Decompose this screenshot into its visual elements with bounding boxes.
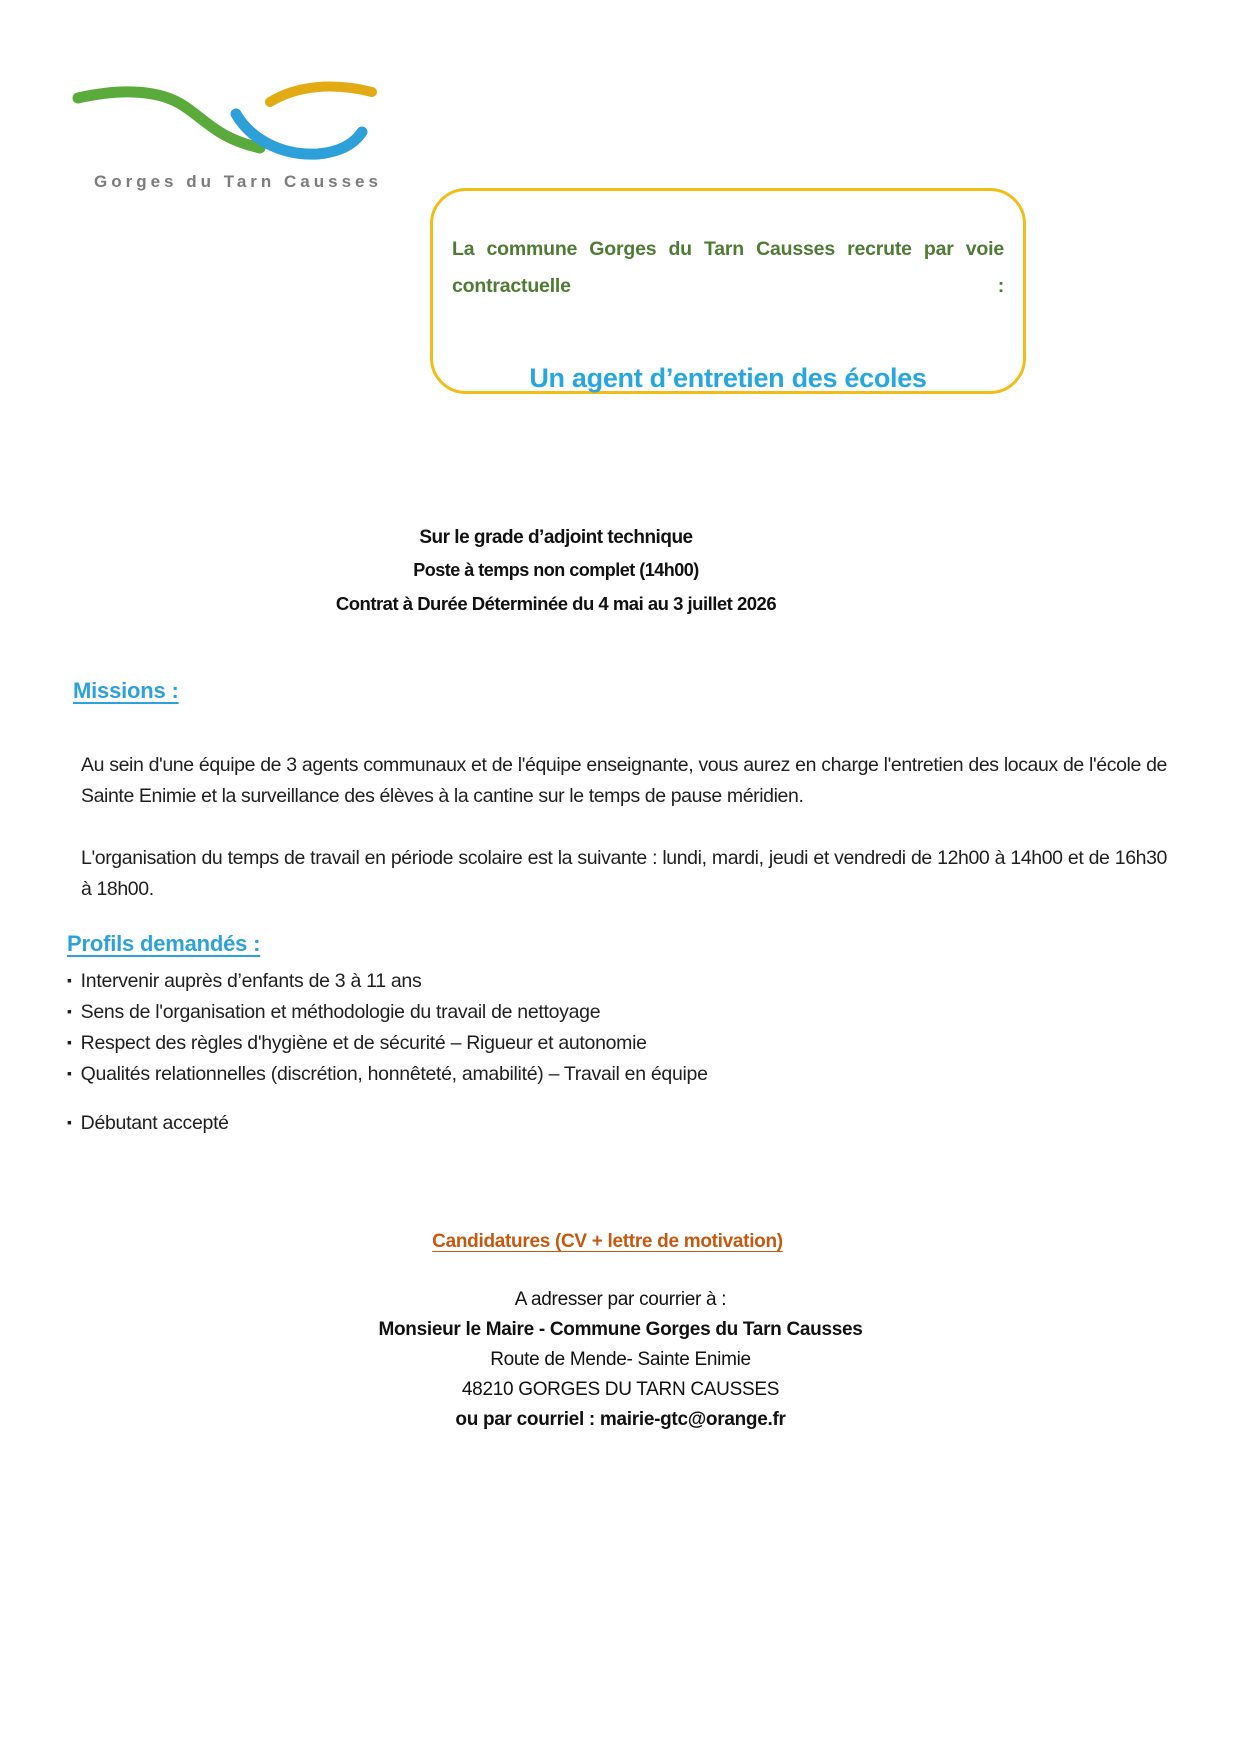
list-item-text: Intervenir auprès d’enfants de 3 à 11 ans <box>80 970 422 992</box>
list-item <box>67 1059 1127 1090</box>
missions-paragraph-1: Au sein d'une équipe de 3 agents communaux et de l'équipe enseignante, vous aurez en charge l'entretien des locaux de l'école de Sainte Enimie et la surveillance des élèves à la cantine sur le temps de pause méridien. <box>81 754 1167 807</box>
bullet-square-icon: ▪ <box>67 1065 72 1081</box>
commune-logo <box>64 62 386 210</box>
logo-green-wave <box>78 92 260 148</box>
logo-wordmark: Gorges du Tarn Causses <box>94 172 382 191</box>
job-title: Un agent d’entretien des écoles <box>529 363 927 393</box>
list-item <box>67 1108 229 1139</box>
banner-intro-text: La commune Gorges du Tarn Causses recrute par voie contractuelle : <box>452 238 1004 297</box>
bullet-square-icon: ▪ <box>67 1114 72 1130</box>
position-contract: Contrat à Durée Déterminée du 4 mai au 3 juillet 2026 <box>335 593 777 614</box>
list-item-text: Qualités relationnelles (discrétion, honnêteté, amabilité) – Travail en équipe <box>80 1063 708 1085</box>
bullet-square-icon: ▪ <box>67 972 72 988</box>
profils-list <box>67 966 1127 1090</box>
logo-yellow-wave <box>270 87 372 102</box>
candidatures-line: A adresser par courrier à : <box>514 1289 727 1310</box>
list-item <box>67 1028 1127 1059</box>
missions-paragraph-2: L'organisation du temps de travail en période scolaire est la suivante : lundi, mardi, jeudi et vendredi de 12h00 à 14h00 et de 16h30 à 18h00. <box>81 847 1167 900</box>
list-item <box>67 997 1127 1028</box>
position-grade: Sur le grade d’adjoint technique <box>419 527 693 548</box>
bullet-square-icon: ▪ <box>67 1034 72 1050</box>
position-details <box>0 521 1112 620</box>
candidatures-heading: Candidatures (CV + lettre de motivation) <box>432 1231 783 1252</box>
position-hours: Poste à temps non complet (14h00) <box>413 560 699 580</box>
list-item-text: Sens de l'organisation et méthodologie du travail de nettoyage <box>80 1001 601 1023</box>
candidatures-line: Route de Mende- Sainte Enimie <box>490 1349 751 1370</box>
recruitment-banner <box>430 188 1026 394</box>
candidatures-line: Monsieur le Maire - Commune Gorges du Tarn Causses <box>378 1319 863 1340</box>
missions-heading: Missions : <box>73 678 179 703</box>
candidatures-address-block <box>0 1285 1241 1435</box>
bullet-square-icon: ▪ <box>67 1003 72 1019</box>
candidatures-email-line: ou par courriel : mairie-gtc@orange.fr <box>455 1409 786 1430</box>
list-item-text: Débutant accepté <box>80 1112 229 1134</box>
list-item <box>67 966 1127 997</box>
logo-waves-icon <box>64 62 386 170</box>
profils-heading: Profils demandés : <box>67 931 261 956</box>
candidatures-line: 48210 GORGES DU TARN CAUSSES <box>461 1379 780 1400</box>
list-item-text: Respect des règles d'hygiène et de sécurité – Rigueur et autonomie <box>80 1032 647 1054</box>
